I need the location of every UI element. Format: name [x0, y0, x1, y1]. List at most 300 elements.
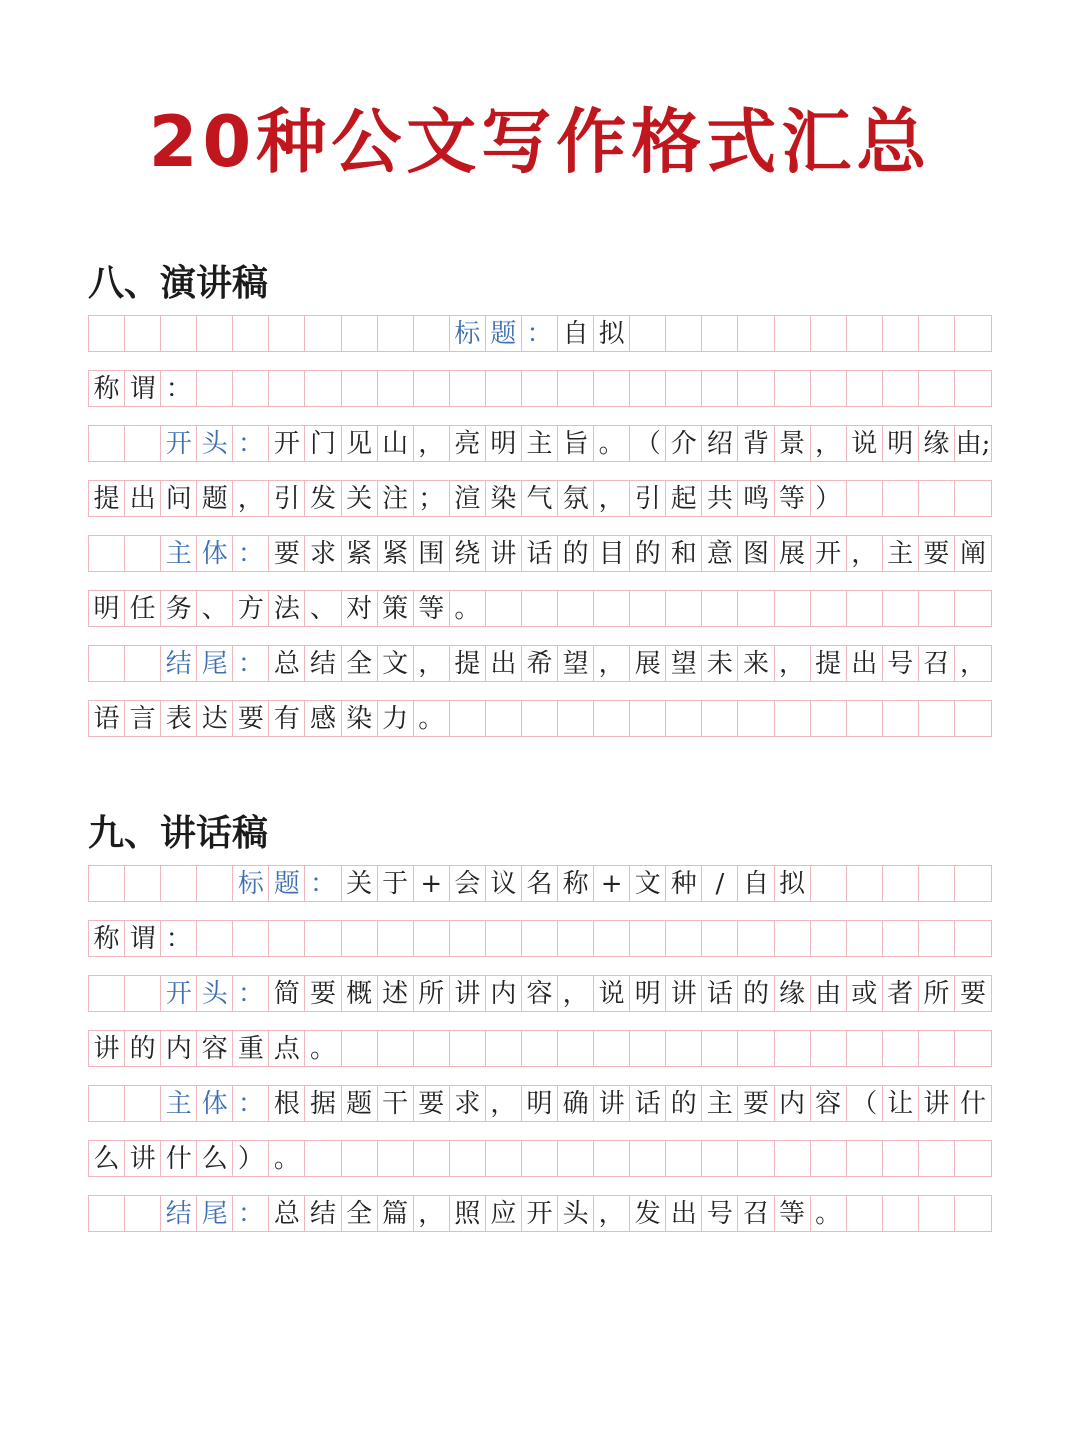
content-char: 么 [93, 1143, 120, 1174]
grid-cell [125, 1196, 161, 1231]
grid-cell [666, 371, 702, 406]
grid-row [88, 590, 992, 627]
grid-cell [702, 1086, 738, 1121]
field-label-char: 尾 [201, 648, 228, 679]
grid-cell [197, 316, 233, 351]
content-char: 全 [346, 648, 373, 679]
content-char: 目 [598, 538, 625, 569]
grid-cell [522, 1031, 558, 1066]
grid-cell [775, 1196, 811, 1231]
grid-cell [414, 536, 450, 571]
content-char: 容 [201, 1033, 228, 1064]
grid-cell [738, 316, 774, 351]
content-char: 介 [670, 428, 697, 459]
grid-cell [811, 481, 847, 516]
field-label-char: 头 [201, 978, 228, 1009]
content-char: 根 [273, 1088, 300, 1119]
grid-cell [305, 646, 341, 681]
grid-cell [89, 1031, 125, 1066]
grid-cell [161, 1086, 197, 1121]
content-char: 围 [418, 538, 445, 569]
grid-cell [919, 1196, 955, 1231]
content-char: 要 [237, 703, 264, 734]
grid-cell [450, 646, 486, 681]
content-char: 背 [742, 428, 769, 459]
grid-cell [414, 646, 450, 681]
grid-cell [847, 481, 883, 516]
content-char: 召 [742, 1198, 769, 1229]
grid-cell [486, 316, 522, 351]
grid-cell [305, 426, 341, 461]
content-char: 。 [273, 1143, 300, 1174]
grid-cell [558, 866, 594, 901]
grid-cell [486, 481, 522, 516]
field-label-char: 开 [165, 428, 192, 459]
field-label-char: 题 [273, 868, 300, 899]
content-char: 言 [129, 703, 156, 734]
grid-cell [233, 536, 269, 571]
grid-cell [125, 316, 161, 351]
grid-cell [847, 976, 883, 1011]
grid-cell [450, 426, 486, 461]
grid-cell [847, 536, 883, 571]
grid-cell [522, 866, 558, 901]
grid-cell [630, 646, 666, 681]
grid-cell [125, 976, 161, 1011]
content-char: 开 [815, 538, 842, 569]
content-char: 明 [93, 593, 120, 624]
grid-cell [955, 646, 991, 681]
grid-cell [89, 976, 125, 1011]
grid-cell [89, 426, 125, 461]
page-title: 20种公文写作格式汇总 [148, 101, 932, 183]
content-char: 。 [815, 1198, 842, 1229]
grid-cell [630, 976, 666, 1011]
grid-cell [883, 866, 919, 901]
content-char: 拟 [779, 868, 806, 899]
grid-cell [883, 921, 919, 956]
grid-cell [378, 976, 414, 1011]
grid-cell [233, 1031, 269, 1066]
content-char: 谓 [129, 373, 156, 404]
grid-cell [883, 426, 919, 461]
grid-cell [486, 1141, 522, 1176]
content-char: 的 [634, 538, 661, 569]
grid-cell [197, 371, 233, 406]
grid-cell [414, 1031, 450, 1066]
grid-cell [558, 426, 594, 461]
grid-cell [811, 591, 847, 626]
content-char: 总 [273, 1198, 300, 1229]
content-char: 容 [526, 978, 553, 1009]
grid-cell [305, 481, 341, 516]
grid-cell [919, 921, 955, 956]
content-char: 由 [955, 428, 982, 459]
grid-cell [883, 646, 919, 681]
grid-cell [919, 976, 955, 1011]
grid-cell [450, 371, 486, 406]
grid-cell [558, 1141, 594, 1176]
content-char: 绍 [706, 428, 733, 459]
grid-cell [666, 481, 702, 516]
grid-cell [197, 1086, 233, 1121]
grid-cell [666, 1141, 702, 1176]
grid-cell [558, 976, 594, 1011]
grid-row [88, 480, 992, 517]
grid-cell [486, 426, 522, 461]
grid-cell [89, 866, 125, 901]
content-char: 点 [273, 1033, 300, 1064]
grid-cell [269, 591, 305, 626]
grid-cell [883, 536, 919, 571]
grid-cell [89, 536, 125, 571]
grid-cell [558, 591, 594, 626]
content-char: 山 [382, 428, 409, 459]
grid-cell [775, 316, 811, 351]
grid-cell [630, 1141, 666, 1176]
content-char: 文 [634, 868, 661, 899]
grid-cell [919, 426, 955, 461]
grid-cell [197, 426, 233, 461]
grid-cell [342, 1086, 378, 1121]
grid-cell [89, 591, 125, 626]
content-char: 讲 [923, 1088, 950, 1119]
grid-cell [233, 921, 269, 956]
grid-cell [450, 1086, 486, 1121]
grid-cell [558, 1086, 594, 1121]
content-char: 话 [706, 978, 733, 1009]
content-char: 意 [706, 538, 733, 569]
field-label-char: ： [237, 1088, 264, 1119]
grid-cell [197, 591, 233, 626]
grid-cell [630, 426, 666, 461]
content-char: 要 [923, 538, 950, 569]
grid-cell [522, 976, 558, 1011]
grid-cell [847, 371, 883, 406]
grid-cell [378, 1196, 414, 1231]
grid-cell [594, 976, 630, 1011]
grid-cell [630, 481, 666, 516]
grid-cell [883, 316, 919, 351]
content-char: 策 [382, 593, 409, 624]
grid-cell [594, 591, 630, 626]
content-char: 关 [346, 868, 373, 899]
content-char: 的 [129, 1033, 156, 1064]
grid-cell [630, 1086, 666, 1121]
grid-cell [197, 646, 233, 681]
content-char: 提 [454, 648, 481, 679]
grid-cell [702, 591, 738, 626]
grid-cell [269, 1141, 305, 1176]
grid-cell [558, 371, 594, 406]
content-char: 据 [310, 1088, 337, 1119]
content-char: ， [598, 1198, 625, 1229]
content-char: 讲 [490, 538, 517, 569]
grid-cell [269, 1031, 305, 1066]
grid-cell [702, 481, 738, 516]
content-char: 容 [815, 1088, 842, 1119]
grid-row [88, 1140, 992, 1177]
grid-cell [955, 701, 991, 736]
grid-cell [486, 921, 522, 956]
content-char: 所 [418, 978, 445, 1009]
content-char: 问 [165, 483, 192, 514]
grid-cell [955, 591, 991, 626]
content-char: 引 [273, 483, 300, 514]
grid-cell [594, 371, 630, 406]
grid-cell [233, 1086, 269, 1121]
grid-cell [883, 701, 919, 736]
field-label-char: ： [237, 978, 264, 1009]
content-char: 来 [742, 648, 769, 679]
content-char: 么 [201, 1143, 228, 1174]
content-char: 渲 [454, 483, 481, 514]
grid-cell [125, 426, 161, 461]
grid-cell [811, 371, 847, 406]
grid-cell [775, 481, 811, 516]
content-char: 感 [310, 703, 337, 734]
grid-cell [775, 371, 811, 406]
grid-cell [738, 1086, 774, 1121]
content-char: 方 [237, 593, 264, 624]
content-char: ， [959, 648, 986, 679]
grid-cell [666, 1196, 702, 1231]
grid-cell [811, 646, 847, 681]
grid-cell [161, 701, 197, 736]
grid-cell [486, 371, 522, 406]
grid-row [88, 425, 992, 462]
content-char: 的 [742, 978, 769, 1009]
grid-cell [197, 921, 233, 956]
grid-cell [811, 1196, 847, 1231]
grid-cell [919, 371, 955, 406]
content-char: ） [815, 483, 842, 514]
grid-cell [197, 1031, 233, 1066]
content-char: 求 [310, 538, 337, 569]
field-label-char: 尾 [201, 1198, 228, 1229]
grid-cell [702, 1031, 738, 1066]
grid-cell [883, 371, 919, 406]
grid-cell [305, 1196, 341, 1231]
grid-cell [486, 1031, 522, 1066]
content-char: 召 [923, 648, 950, 679]
grid-cell [522, 371, 558, 406]
grid-cell [811, 1086, 847, 1121]
grid-cell [161, 1141, 197, 1176]
grid-cell [342, 866, 378, 901]
content-char: ） [237, 1143, 264, 1174]
grid-cell [197, 1141, 233, 1176]
content-char: 要 [418, 1088, 445, 1119]
grid-cell [738, 866, 774, 901]
grid-cell [233, 1141, 269, 1176]
content-char: 望 [562, 648, 589, 679]
grid-cell [883, 1031, 919, 1066]
grid-cell [594, 426, 630, 461]
grid-cell [594, 646, 630, 681]
content-char: ， [562, 978, 589, 1009]
content-char: 语 [93, 703, 120, 734]
grid-cell [847, 1141, 883, 1176]
content-char: 对 [346, 593, 373, 624]
grid-cell [414, 426, 450, 461]
grid-cell [630, 866, 666, 901]
grid-cell [594, 316, 630, 351]
grid-cell [269, 646, 305, 681]
grid-cell [955, 1141, 991, 1176]
grid-cell [378, 1141, 414, 1176]
grid-cell [702, 1141, 738, 1176]
field-label-char: 开 [165, 978, 192, 1009]
grid-cell [919, 591, 955, 626]
content-char: 题 [346, 1088, 373, 1119]
content-char: 等 [779, 483, 806, 514]
grid-cell [161, 591, 197, 626]
grid-row [88, 370, 992, 407]
grid-cell [125, 536, 161, 571]
grid-cell [378, 1031, 414, 1066]
grid-cell [955, 976, 991, 1011]
grid-cell [161, 1196, 197, 1231]
grid-cell [125, 1031, 161, 1066]
grid-cell [702, 1196, 738, 1231]
grid-cell [955, 316, 991, 351]
grid-cell [522, 921, 558, 956]
content-char: 提 [93, 483, 120, 514]
grid-cell [666, 1031, 702, 1066]
content-char: 结 [310, 1198, 337, 1229]
content-char: 议 [490, 868, 517, 899]
grid-cell [522, 701, 558, 736]
grid-cell [919, 481, 955, 516]
grid-cell [522, 1141, 558, 1176]
content-char: ; [981, 428, 991, 459]
grid-cell [305, 316, 341, 351]
content-char: 法 [273, 593, 300, 624]
content-char: 引 [634, 483, 661, 514]
content-char: 阐 [959, 538, 986, 569]
grid-cell [450, 1196, 486, 1231]
grid-cell [89, 316, 125, 351]
grid-cell [378, 701, 414, 736]
grid-row [88, 700, 992, 737]
grid-cell [702, 426, 738, 461]
grid-cell [342, 646, 378, 681]
grid-cell [775, 426, 811, 461]
grid-cell [594, 1086, 630, 1121]
content-char: 见 [346, 428, 373, 459]
grid-cell [811, 316, 847, 351]
grid-cell [233, 316, 269, 351]
content-char: 头 [562, 1198, 589, 1229]
content-char: 务 [165, 593, 192, 624]
grid-cell [522, 536, 558, 571]
grid-cell [414, 866, 450, 901]
content-char: 有 [273, 703, 300, 734]
content-char: 明 [526, 1088, 553, 1119]
grid-cell [522, 1086, 558, 1121]
grid-cell [233, 866, 269, 901]
grid-cell [89, 1196, 125, 1231]
grid-cell [847, 316, 883, 351]
grid-cell [630, 536, 666, 571]
content-char: 门 [310, 428, 337, 459]
grid-cell [738, 976, 774, 1011]
grid-cell [342, 481, 378, 516]
content-char: 任 [129, 593, 156, 624]
grid-cell [486, 1086, 522, 1121]
content-char: 、 [201, 593, 228, 624]
grid-cell [775, 646, 811, 681]
content-char: 关 [346, 483, 373, 514]
grid-row [88, 920, 992, 957]
grid-cell [702, 866, 738, 901]
content-char: 简 [273, 978, 300, 1009]
content-char: 旨 [562, 428, 589, 459]
grid-cell [919, 1086, 955, 1121]
grid-cell [89, 481, 125, 516]
content-char: 内 [165, 1033, 192, 1064]
grid-cell [883, 481, 919, 516]
grid-cell [89, 1086, 125, 1121]
grid-cell [666, 866, 702, 901]
content-char: 什 [165, 1143, 192, 1174]
content-char: 全 [346, 1198, 373, 1229]
content-char: ： [165, 923, 192, 954]
content-char: 要 [273, 538, 300, 569]
grid-cell [558, 1031, 594, 1066]
content-char: 、 [310, 593, 337, 624]
content-char: ： [165, 373, 192, 404]
grid-cell [197, 976, 233, 1011]
grid-cell [883, 976, 919, 1011]
grid-cell [378, 591, 414, 626]
content-char: 紧 [382, 538, 409, 569]
grid-cell [269, 481, 305, 516]
field-label-char: ： [237, 1198, 264, 1229]
grid-cell [89, 921, 125, 956]
grid-cell [269, 426, 305, 461]
field-label-char: 结 [165, 648, 192, 679]
grid-cell [125, 1086, 161, 1121]
content-char: 题 [201, 483, 228, 514]
grid-cell [594, 701, 630, 736]
grid-cell [702, 976, 738, 1011]
content-char: 等 [779, 1198, 806, 1229]
grid-cell [738, 591, 774, 626]
content-char: 明 [634, 978, 661, 1009]
grid-cell [378, 536, 414, 571]
content-char: 号 [887, 648, 914, 679]
grid-cell [702, 536, 738, 571]
grid-cell [233, 1196, 269, 1231]
content-char: 。 [454, 593, 481, 624]
grid-cell [450, 481, 486, 516]
grid-row [88, 315, 992, 352]
grid-cell [630, 1031, 666, 1066]
content-char: 未 [706, 648, 733, 679]
grid-cell [450, 1031, 486, 1066]
content-char: 讲 [454, 978, 481, 1009]
grid-cell [233, 646, 269, 681]
grid-cell [847, 701, 883, 736]
content-char: 注 [382, 483, 409, 514]
grid-cell [269, 536, 305, 571]
grid-cell [342, 921, 378, 956]
content-char: 主 [887, 538, 914, 569]
content-char: 出 [490, 648, 517, 679]
grid-cell [378, 1086, 414, 1121]
